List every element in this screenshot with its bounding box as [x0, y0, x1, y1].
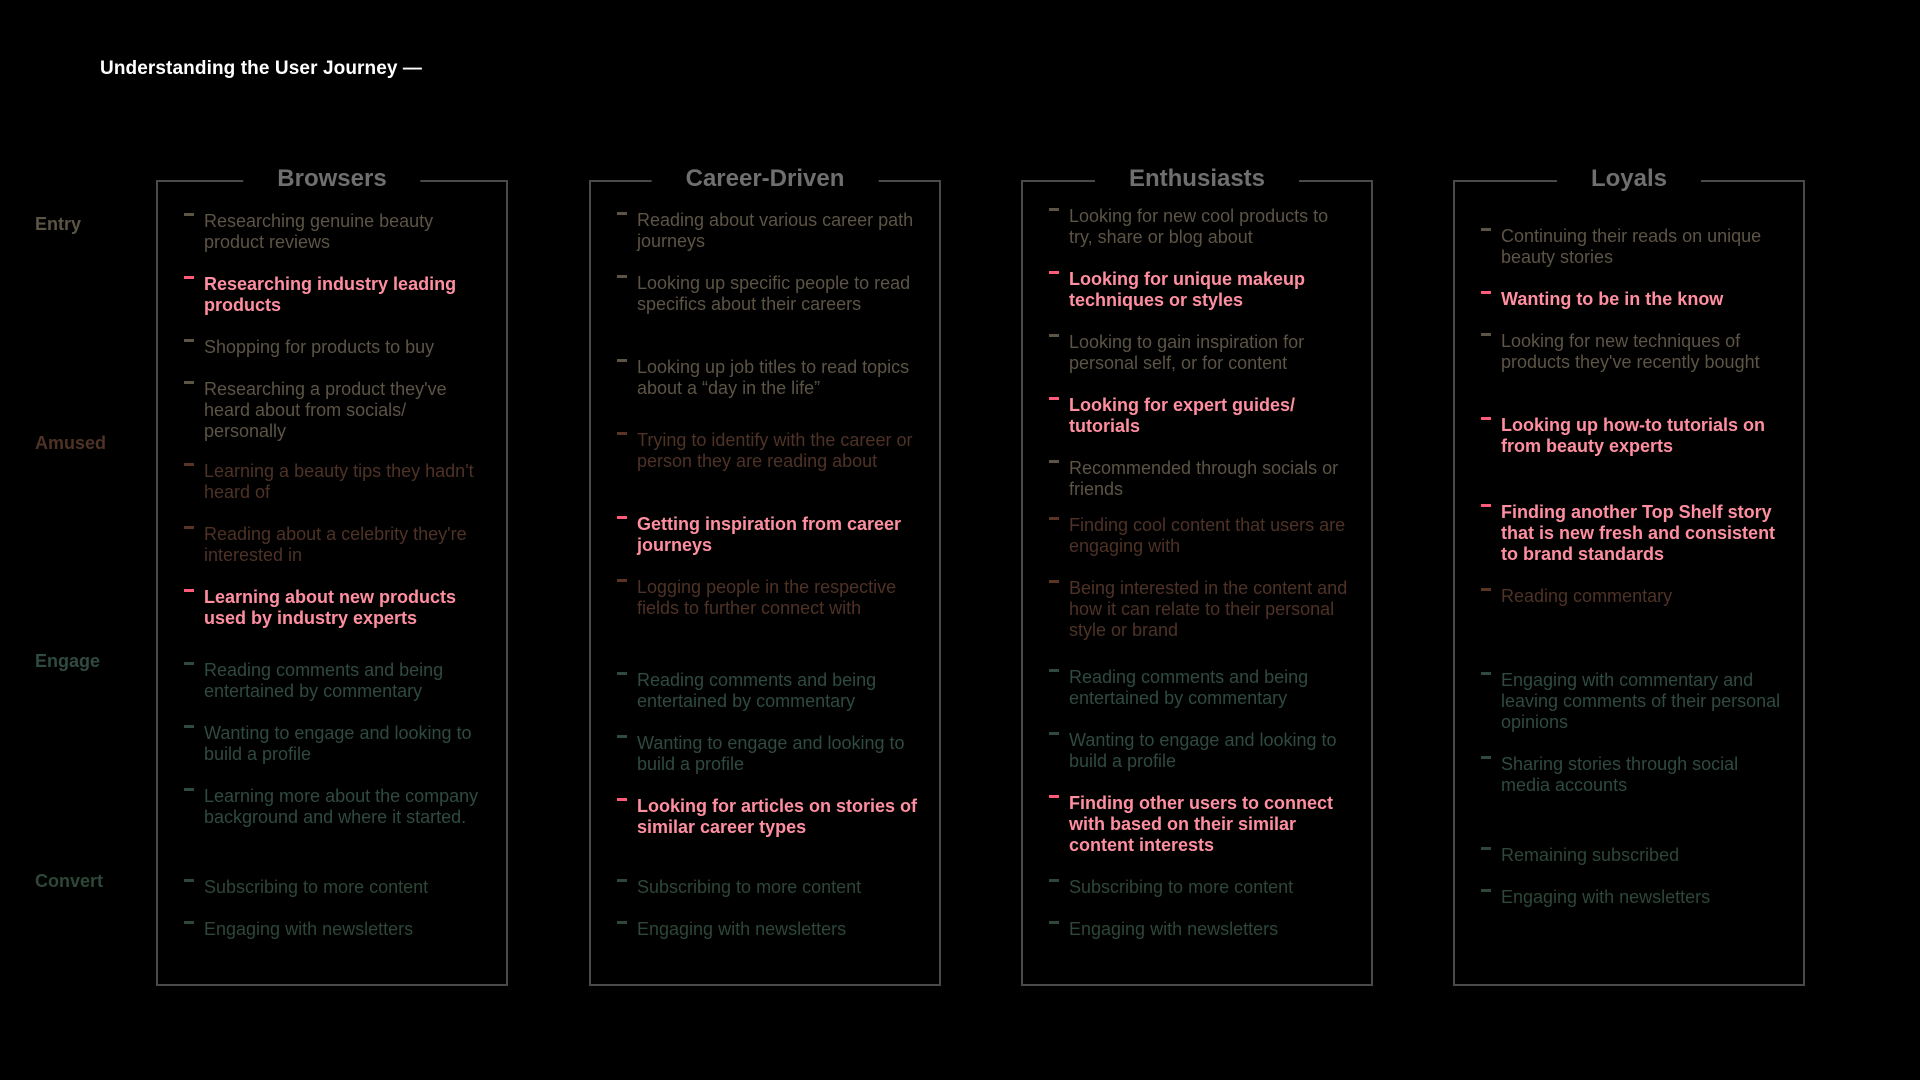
dash-icon: [1481, 847, 1491, 850]
column-career-driven: [589, 165, 941, 986]
journey-item: [1049, 332, 1355, 374]
journey-item-text: Learning a beauty tips they hadn't heard of: [204, 461, 474, 502]
journey-item-text: Looking for articles on stories of similar career types: [637, 796, 918, 837]
dash-icon: [1481, 291, 1491, 294]
journey-item: [184, 919, 490, 940]
journey-item-text: Researching industry leading products: [204, 274, 457, 315]
journey-item: [1481, 331, 1787, 373]
journey-item-text: Trying to identify with the career or person they are reading about: [637, 430, 913, 471]
journey-item: [617, 670, 923, 712]
journey-item: [617, 514, 923, 556]
dash-icon: [1481, 588, 1491, 591]
journey-item: [184, 274, 490, 316]
dash-icon: [1049, 397, 1059, 400]
journey-item-text: Shopping for products to buy: [204, 337, 435, 357]
journey-item-text: Recommended through socials or friends: [1069, 458, 1339, 499]
dash-icon: [617, 275, 627, 278]
journey-item: [1049, 269, 1355, 311]
journey-item-text: Wanting to be in the know: [1501, 289, 1724, 309]
journey-item: [184, 337, 490, 358]
dash-icon: [1049, 460, 1059, 463]
journey-item: [1049, 395, 1355, 437]
dash-icon: [184, 788, 194, 791]
journey-item-text: Logging people in the respective fields to further connect with: [637, 577, 897, 618]
journey-item: [617, 357, 923, 399]
dash-icon: [1049, 271, 1059, 274]
journey-item: [184, 524, 490, 566]
column-title: Career-Driven: [652, 162, 879, 196]
column-title: Loyals: [1557, 162, 1701, 196]
dash-icon: [1049, 732, 1059, 735]
journey-item-text: Wanting to engage and looking to build a profile: [1069, 730, 1337, 771]
journey-item: [184, 211, 490, 253]
journey-item-text: Reading about various career path journeys: [637, 210, 914, 251]
journey-item-text: Getting inspiration from career journeys: [637, 514, 902, 555]
dash-icon: [184, 921, 194, 924]
dash-icon: [1481, 504, 1491, 507]
journey-item-text: Reading comments and being entertained by commentary: [1069, 667, 1309, 708]
journey-item: [1049, 667, 1355, 709]
column-enthusiasts: [1021, 165, 1373, 986]
dash-icon: [1481, 333, 1491, 336]
journey-item-text: Reading commentary: [1501, 586, 1673, 606]
journey-item: [1049, 458, 1355, 500]
journey-item: [1481, 845, 1787, 866]
journey-item-text: Looking for new techniques of products they've recently bought: [1501, 331, 1760, 372]
journey-item-text: Finding cool content that users are engaging with: [1069, 515, 1346, 556]
column-loyals: [1453, 165, 1805, 986]
journey-item: [617, 430, 923, 472]
journey-item: [184, 877, 490, 898]
journey-item: [1481, 887, 1787, 908]
journey-item-text: Looking up how-to tutorials on from beauty experts: [1501, 415, 1765, 456]
dash-icon: [617, 735, 627, 738]
dash-icon: [617, 212, 627, 215]
journey-item-text: Looking for expert guides/ tutorials: [1069, 395, 1296, 436]
dash-icon: [1049, 879, 1059, 882]
journey-item-text: Wanting to engage and looking to build a profile: [637, 733, 905, 774]
journey-item: [617, 919, 923, 940]
journey-item-text: Finding another Top Shelf story that is new fresh and consistent to brand standards: [1501, 502, 1776, 564]
dash-icon: [617, 798, 627, 801]
journey-item: [617, 577, 923, 619]
journey-item: [1049, 919, 1355, 940]
journey-item: [184, 660, 490, 702]
journey-item-text: Subscribing to more content: [204, 877, 429, 897]
journey-item: [184, 379, 490, 442]
stage-label-entry: Entry: [35, 214, 82, 234]
journey-item: [1481, 226, 1787, 268]
journey-item: [1049, 206, 1355, 248]
dash-icon: [1481, 417, 1491, 420]
dash-icon: [617, 579, 627, 582]
journey-item: [184, 723, 490, 765]
dash-icon: [184, 213, 194, 216]
journey-item-text: Remaining subscribed: [1501, 845, 1680, 865]
journey-item-text: Researching a product they've heard about from socials/ personally: [204, 379, 447, 441]
journey-item-text: Engaging with newsletters: [637, 919, 847, 939]
journey-item: [617, 796, 923, 838]
journey-item: [1481, 415, 1787, 457]
dash-icon: [617, 359, 627, 362]
journey-item-text: Wanting to engage and looking to build a profile: [204, 723, 472, 764]
journey-item-text: Engaging with newsletters: [1069, 919, 1279, 939]
dash-icon: [1049, 334, 1059, 337]
journey-item: [1049, 578, 1355, 641]
dash-icon: [617, 432, 627, 435]
dash-icon: [1481, 228, 1491, 231]
column-browsers: [156, 165, 508, 986]
journey-item-text: Learning about new products used by industry experts: [204, 587, 457, 628]
journey-item: [184, 786, 490, 828]
journey-item: [184, 461, 490, 503]
dash-icon: [1481, 672, 1491, 675]
journey-item-text: Finding other users to connect with based on their similar content interests: [1069, 793, 1334, 855]
column-title: Enthusiasts: [1095, 162, 1299, 196]
journey-item: [617, 210, 923, 252]
journey-item-text: Reading about a celebrity they're interested in: [204, 524, 467, 565]
journey-item: [1481, 754, 1787, 796]
journey-item: [617, 733, 923, 775]
journey-item: [1049, 730, 1355, 772]
journey-item-text: Subscribing to more content: [1069, 877, 1294, 897]
dash-icon: [1049, 580, 1059, 583]
journey-item: [1481, 670, 1787, 733]
dash-icon: [1049, 669, 1059, 672]
journey-item-text: Looking for unique makeup techniques or styles: [1069, 269, 1306, 310]
journey-item-text: Engaging with commentary and leaving comments of their personal opinions: [1501, 670, 1781, 732]
dash-icon: [617, 672, 627, 675]
journey-item-text: Researching genuine beauty product reviews: [204, 211, 434, 252]
journey-item: [1049, 877, 1355, 898]
stage-label-engage: Engage: [35, 651, 101, 671]
journey-item: [1481, 289, 1787, 310]
journey-item-text: Subscribing to more content: [637, 877, 862, 897]
dash-icon: [1481, 889, 1491, 892]
dash-icon: [184, 381, 194, 384]
journey-item-text: Reading comments and being entertained by commentary: [204, 660, 444, 701]
journey-item: [617, 877, 923, 898]
dash-icon: [1049, 208, 1059, 211]
dash-icon: [184, 589, 194, 592]
journey-item: [617, 273, 923, 315]
journey-item-text: Engaging with newsletters: [204, 919, 414, 939]
journey-item-text: Sharing stories through social media accounts: [1501, 754, 1739, 795]
dash-icon: [184, 526, 194, 529]
dash-icon: [184, 463, 194, 466]
journey-item: [1049, 793, 1355, 856]
dash-icon: [1049, 795, 1059, 798]
journey-item: [1481, 502, 1787, 565]
journey-item-text: Looking up job titles to read topics about a “day in the life”: [637, 357, 910, 398]
dash-icon: [1049, 517, 1059, 520]
journey-item: [1049, 515, 1355, 557]
journey-item-text: Looking up specific people to read specifics about their careers: [637, 273, 911, 314]
dash-icon: [184, 339, 194, 342]
dash-icon: [1049, 921, 1059, 924]
journey-item: [184, 587, 490, 629]
dash-icon: [617, 879, 627, 882]
page-title: Understanding the User Journey —: [100, 58, 423, 79]
dash-icon: [617, 516, 627, 519]
journey-item-text: Reading comments and being entertained by commentary: [637, 670, 877, 711]
journey-item-text: Engaging with newsletters: [1501, 887, 1711, 907]
dash-icon: [184, 662, 194, 665]
journey-item-text: Learning more about the company background and where it started.: [204, 786, 479, 827]
stage-label-amused: Amused: [35, 433, 107, 453]
dash-icon: [184, 725, 194, 728]
stage-label-convert: Convert: [35, 871, 104, 891]
journey-item-text: Continuing their reads on unique beauty stories: [1501, 226, 1762, 267]
journey-item-text: Being interested in the content and how it can relate to their personal style or brand: [1069, 578, 1348, 640]
journey-item-text: Looking for new cool products to try, share or blog about: [1069, 206, 1329, 247]
dash-icon: [184, 879, 194, 882]
dash-icon: [617, 921, 627, 924]
dash-icon: [184, 276, 194, 279]
journey-item-text: Looking to gain inspiration for personal self, or for content: [1069, 332, 1305, 373]
column-title: Browsers: [243, 162, 420, 196]
journey-item: [1481, 586, 1787, 607]
dash-icon: [1481, 756, 1491, 759]
